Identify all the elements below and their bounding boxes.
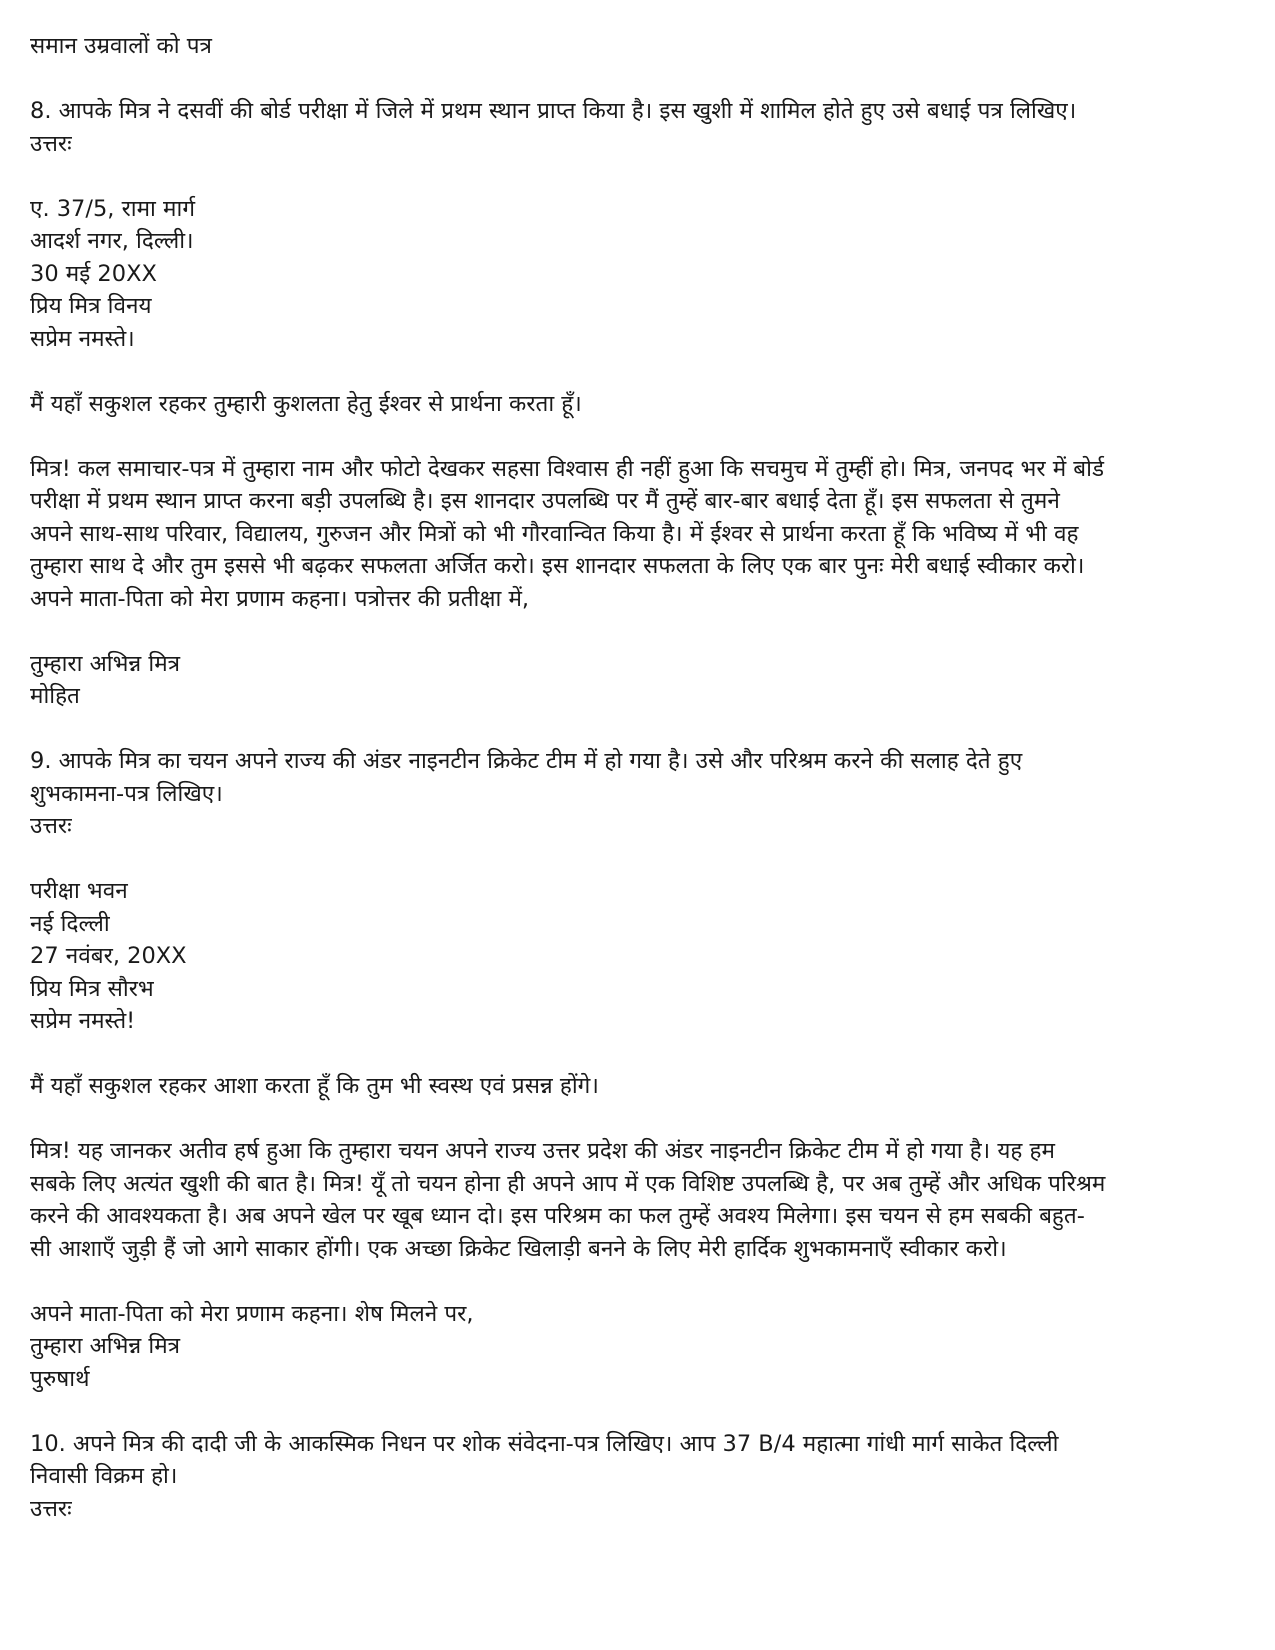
q8-answer-label: उत्तरः [30,130,72,157]
q8-address-line-1: ए. 37/5, रामा मार्ग [30,195,195,222]
q9-date: 27 नवंबर, 20XX [30,943,187,969]
q10-question-line: निवासी विक्रम हो। [30,1463,178,1489]
q8-closing: तुम्हारा अभिन्न मित्र [30,650,181,677]
q8-body-line: अपने माता-पिता को मेरा प्रणाम कहना। पत्रोत्तर की प्रतीक्षा में, [30,585,530,612]
q9-question-line: 9. आपके मित्र का चयन अपने राज्य की अंडर नाइनटीन क्रिकेट टीम में हो गया है। उसे और परिश्रम करने की सलाह देते हुए [30,748,1023,774]
q9-closing-paragraph: अपने माता-पिता को मेरा प्रणाम कहना। शेष मिलने पर, [30,1300,474,1327]
q8-paragraph-1: मैं यहाँ सकुशल रहकर तुम्हारी कुशलता हेतु ईश्वर से प्रार्थना करता हूँ। [30,390,582,417]
q8-body-line: मित्र! कल समाचार-पत्र में तुम्हारा नाम और फोटो देखकर सहसा विश्वास ही नहीं हुआ कि सचमुच में तुम्हीं हो। मित्र, जनपद भर में बोर्ड [30,455,1105,482]
q9-body-line: सबके लिए अत्यंत खुशी की बात है। मित्र! यूँ तो चयन होना ही अपने आप में एक विशिष्ट उपलब्धि है, पर अब तुम्हें और अधिक परिश्रम [30,1170,1106,1197]
q8-greeting: सप्रेम नमस्ते। [30,325,135,352]
q10-answer-label: उत्तरः [30,1495,72,1522]
q9-signature: पुरुषार्थ [30,1365,90,1392]
q9-body-line: सी आशाएँ जुड़ी हैं जो आगे साकार होंगी। एक अच्छा क्रिकेट खिलाड़ी बनने के लिए मेरी हार्दिक शुभकामनाएँ स्वीकार करो। [30,1235,1007,1262]
q9-paragraph-1: मैं यहाँ सकुशल रहकर आशा करता हूँ कि तुम भी स्वस्थ एवं प्रसन्न होंगे। [30,1073,599,1099]
q9-salutation: प्रिय मित्र सौरभ [30,975,154,1002]
section-heading: समान उम्रवालों को पत्र [30,33,212,59]
q8-salutation: प्रिय मित्र विनय [30,293,152,319]
q8-signature: मोहित [30,683,80,709]
q8-body-line: परीक्षा में प्रथम स्थान प्राप्त करना बड़ी उपलब्धि है। इस शानदार उपलब्धि पर मैं तुम्हें बार-बार बधाई देता हूँ। इस सफलता से तुमने [30,488,1060,514]
q9-address-line-2: नई दिल्ली [30,910,110,937]
q8-date: 30 मई 20XX [30,260,157,287]
q8-body-line: तुम्हारा साथ दे और तुम इससे भी बढ़कर सफलता अर्जित करो। इस शानदार सफलता के लिए एक बार पुनः मेरी बधाई स्वीकार करो। [30,553,1085,579]
q10-question-line: 10. अपने मित्र की दादी जी के आकस्मिक निधन पर शोक संवेदना-पत्र लिखिए। आप 37 B/4 महात्मा गांधी मार्ग साकेत दिल्ली [30,1430,1059,1457]
q9-answer-label: उत्तरः [30,813,72,839]
q9-closing: तुम्हारा अभिन्न मित्र [30,1333,181,1359]
q9-body-line: मित्र! यह जानकर अतीव हर्ष हुआ कि तुम्हारा चयन अपने राज्य उत्तर प्रदेश की अंडर नाइनटीन क्रिकेट टीम में हो गया है। यह हम [30,1138,1055,1164]
q8-address-line-2: आदर्श नगर, दिल्ली। [30,228,194,254]
q9-question-line: शुभकामना-पत्र लिखिए। [30,780,223,807]
q9-body-line: करने की आवश्यकता है। अब अपने खेल पर खूब ध्यान दो। इस परिश्रम का फल तुम्हें अवश्य मिलेगा। इस चयन से हम सबकी बहुत- [30,1203,1085,1229]
q8-question: 8. आपके मित्र ने दसवीं की बोर्ड परीक्षा में जिले में प्रथम स्थान प्राप्त किया है। इस खुशी में शामिल होते हुए उसे बधाई पत्र लिखिए। [30,98,1077,124]
q8-body-line: अपने साथ-साथ परिवार, विद्यालय, गुरुजन और मित्रों को भी गौरवान्वित किया है। में ईश्वर से प्रार्थना करता हूँ कि भविष्य में भी वह [30,520,1079,547]
q9-greeting: सप्रेम नमस्ते! [30,1008,136,1034]
q9-address-line-1: परीक्षा भवन [30,878,128,904]
